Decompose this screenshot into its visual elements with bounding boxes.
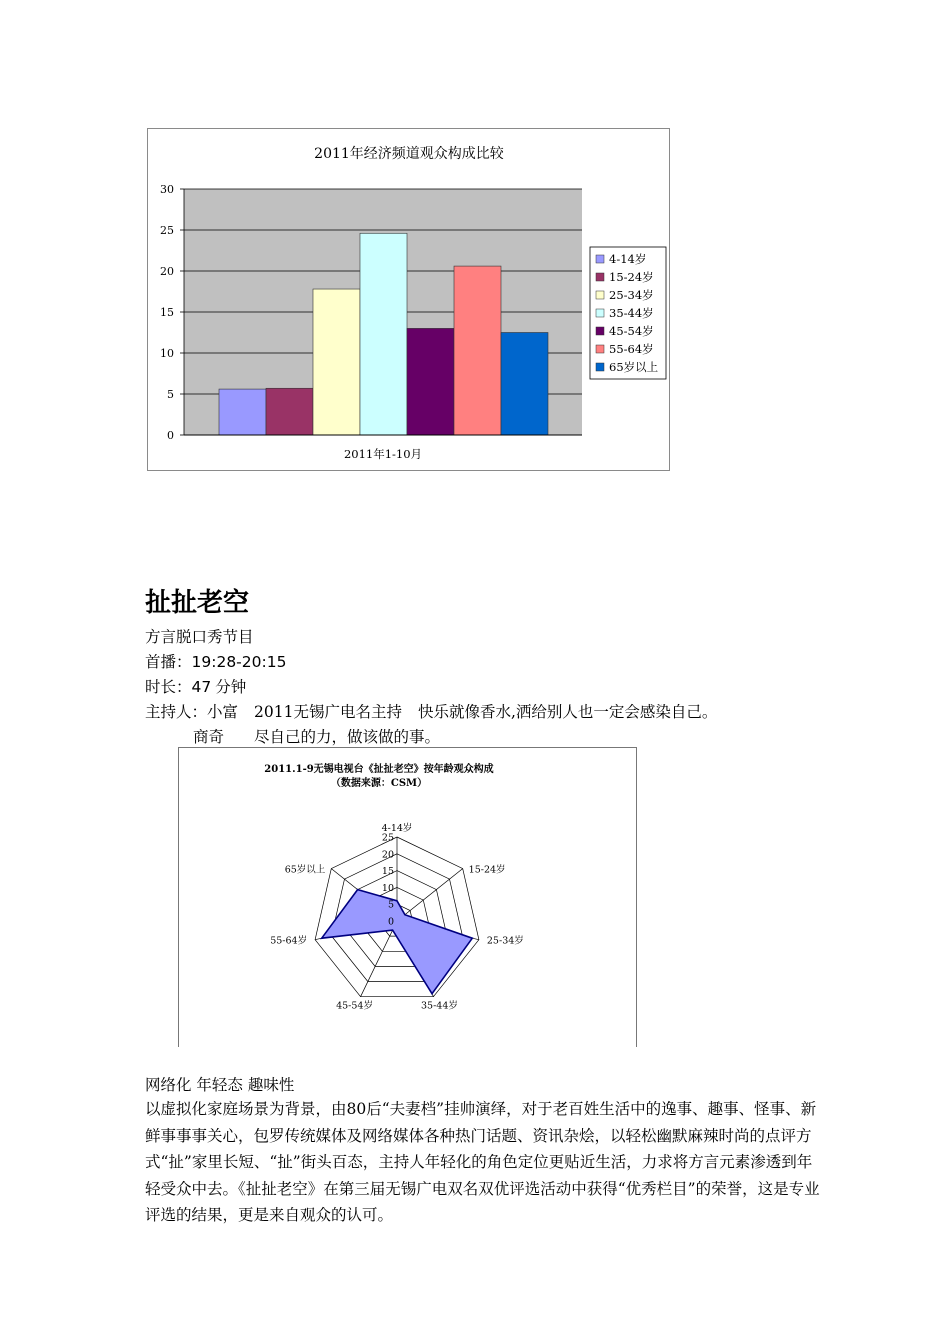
bar-15-24岁: [266, 388, 313, 435]
radar-title: 2011.1-9无锡电视台《扯扯老空》按年龄观众构成: [264, 764, 494, 775]
radar-axis-label-65岁以上: 65岁以上: [284, 864, 326, 876]
host2-motto: 尽自己的力，做该做的事。: [254, 728, 441, 746]
legend-label-25-34岁: 25-34岁: [609, 288, 654, 302]
bar-chart: [147, 128, 670, 471]
bar-25-34岁: [313, 289, 360, 435]
duration-line: [145, 675, 246, 697]
y-tick-label-0: 0: [167, 429, 174, 442]
hosts-line-2: [193, 725, 440, 747]
duration-label: 时长：: [145, 678, 192, 696]
radar-axis-label-4-14岁: 4-14岁: [381, 823, 413, 834]
bar-45-54岁: [407, 328, 454, 435]
legend-swatch-45-54岁: [596, 327, 604, 335]
legend-swatch-35-44岁: [596, 309, 604, 317]
radar-axis-label-55-64岁: 55-64岁: [270, 935, 308, 947]
y-tick-label-10: 10: [160, 347, 174, 360]
y-tick-label-20: 20: [160, 265, 174, 278]
host1-motto: 快乐就像香水,洒给别人也一定会感染自己。: [417, 703, 718, 721]
radar-ring-label-0: 0: [387, 916, 394, 928]
radar-axis-label-25-34岁: 25-34岁: [486, 935, 524, 947]
premiere-time: 19:28-20:15: [191, 653, 287, 671]
legend-swatch-55-64岁: [596, 345, 604, 353]
y-tick-label-15: 15: [160, 306, 174, 319]
legend-swatch-15-24岁: [596, 273, 604, 281]
y-tick-label-30: 30: [160, 183, 174, 196]
bar-chart-svg: [148, 129, 671, 472]
y-tick-label-25: 25: [160, 224, 174, 237]
bar-55-64岁: [454, 266, 501, 435]
legend-label-55-64岁: 55-64岁: [609, 342, 654, 356]
legend-swatch-65岁以上: [596, 363, 604, 371]
program-keywords: 网络化 年轻态 趣味性: [145, 1076, 295, 1094]
bar-4-14岁: [219, 389, 266, 435]
radar-ring-label-20: 20: [381, 849, 394, 861]
radar-data-area: [322, 890, 473, 994]
bar-35-44岁: [360, 233, 407, 435]
chart-title: 2011年经济频道观众构成比较: [314, 146, 504, 162]
program-type: 方言脱口秀节目: [145, 628, 254, 646]
radar-ring-label-10: 10: [381, 882, 394, 894]
legend-label-45-54岁: 45-54岁: [609, 324, 654, 338]
radar-ring-label-5: 5: [387, 899, 394, 911]
host1-name: 小富: [207, 703, 239, 721]
legend-label-35-44岁: 35-44岁: [609, 306, 654, 320]
radar-chart-svg: [179, 748, 638, 1048]
legend-label-4-14岁: 4-14岁: [609, 252, 647, 266]
duration-unit: 分钟: [215, 678, 247, 696]
duration-value: 47: [191, 678, 212, 696]
legend-label-65岁以上: 65岁以上: [609, 360, 659, 374]
radar-axis-label-15-24岁: 15-24岁: [468, 864, 506, 876]
program-description: 以虚拟化家庭场景为背景，由80后“夫妻档”挂帅演绎，对于老百姓生活中的逸事、趣事、怪事、新鲜事事事关心，包罗传统媒体及网络媒体各种热门话题、资讯杂烩，以轻松幽默麻辣时尚的点评方式“扯”家里长短、“扯”街头百态，主持人年轻化的角色定位更贴近生活，力求将方言元素渗透到年轻受众中去。《扯扯老空》在第三届无锡广电双名双优评选活动中获得“优秀栏目”的荣誉，这是专业评选的结果，更是来自观众的认可。: [145, 1100, 820, 1224]
hosts-label: 主持人：: [145, 703, 208, 721]
legend-swatch-25-34岁: [596, 291, 604, 299]
radar-subtitle: （数据来源：CSM）: [330, 778, 428, 789]
premiere-line: [145, 650, 286, 672]
radar-ring-label-25: 25: [381, 832, 394, 844]
host1-award: 2011无锡广电名主持: [254, 703, 402, 721]
radar-ring-label-15: 15: [381, 866, 394, 878]
legend-swatch-4-14岁: [596, 255, 604, 263]
hosts-line-1: [145, 700, 717, 722]
bar-65岁以上: [501, 333, 548, 436]
radar-axis-label-45-54岁: 45-54岁: [336, 1000, 373, 1012]
premiere-label: 首播：: [145, 653, 192, 671]
program-title: 扯扯老空: [145, 588, 250, 618]
radar-chart: [178, 747, 637, 1047]
radar-axis-label-35-44岁: 35-44岁: [421, 1000, 458, 1012]
y-tick-label-5: 5: [167, 388, 174, 401]
host2-name: 商奇: [193, 728, 225, 746]
x-category-label: 2011年1-10月: [343, 447, 423, 461]
legend-label-15-24岁: 15-24岁: [609, 270, 654, 284]
